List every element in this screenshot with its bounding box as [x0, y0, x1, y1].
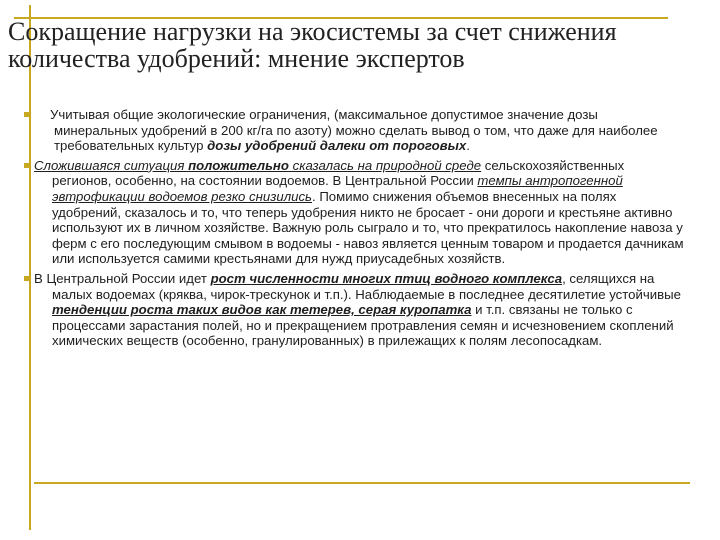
paragraph-text: Учитывая общие экологические ограничения, (максимальное допустимое значение дозы минеральных удобрений в 200 кг/га по азоту) можно сделать вывод о том, что даже для наиболее требовательных культур — [50, 107, 658, 154]
emphasized-text: темпы антропогенной эвтрофикации водоемов резко снизились — [52, 173, 623, 204]
emphasized-text: положительно — [188, 157, 289, 173]
paragraph-text: и т.п. связаны не только с процессами зарастания полей, но и прекращением протравления семян и исчезновением скоплений химических веществ (особенно, гранулированных) в прилежащих к полям лесопосадкам. — [52, 302, 674, 349]
paragraph-3 — [34, 271, 684, 349]
paragraph-text: , селящихся на малых водоемах (кряква, чирок-трескунок и т.п.). Наблюдаемые в последнее десятилетие устойчивые — [52, 270, 681, 302]
emphasized-text: дозы удобрений далеки от пороговых — [207, 138, 467, 154]
emphasized-text: тенденции роста таких видов как тетерев, серая куропатка — [52, 302, 472, 318]
slide-body — [34, 107, 684, 353]
emphasized-text: сказалась на природной среде — [288, 157, 482, 173]
slide-title: Сокращение нагрузки на экосистемы за счет снижения количества удобрений: мнение экспертов — [8, 17, 617, 73]
emphasized-text: Сложившаяся ситуация — [34, 157, 189, 173]
paragraph-text: . — [466, 138, 470, 154]
emphasized-text: рост численности многих птиц водного комплекса — [210, 270, 563, 286]
paragraph-text: сельскохозяйственных регионов, особенно, на состоянии водоемов. В Центральной России — [52, 157, 625, 189]
left-accent-line — [29, 5, 31, 530]
paragraph-2 — [34, 158, 684, 267]
paragraph-text: . Помимо снижения объемов внесенных на полях удобрений, сказалось и то, что теперь удобрения никто не бросает - они дороги и крестьяне активно используют их в личном хозяйстве. Важную роль сыграло и то, что прекратилось накопление навоза у ферм с его последующим смывом в водоемы - навоз является ценным товаром и продается дачникам или используется самими крестьянами для нужд приусадебных хозяйств. — [52, 188, 684, 267]
paragraph-text: В Центральной России идет — [34, 270, 211, 286]
paragraph-1 — [34, 107, 684, 154]
bottom-accent-line — [34, 482, 690, 484]
